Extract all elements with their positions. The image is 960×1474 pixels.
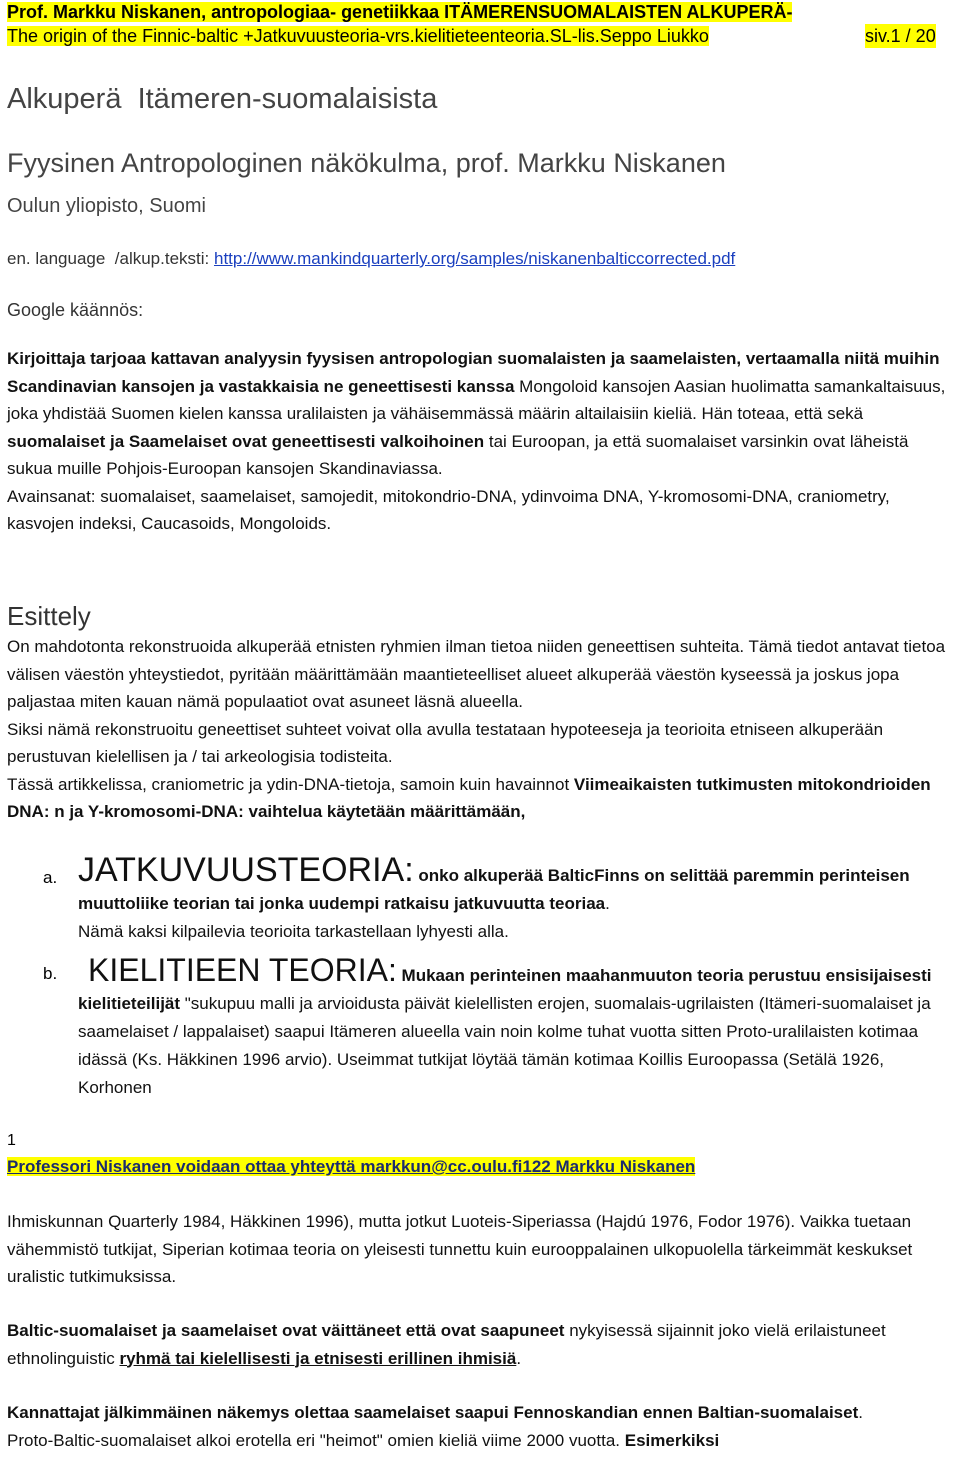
source-pdf-link[interactable]: http://www.mankindquarterly.org/samples/niskanenbalticcorrected.pdf — [213, 249, 736, 268]
source-link-line — [7, 247, 952, 271]
abstract — [7, 345, 952, 538]
page-number: siv.1 / 20 — [865, 26, 936, 46]
supporters-bold: Kannattajat jälkimmäinen näkemys olettaa saamelaiset saapui Fennoskandian ennen Baltian-suomalaiset — [7, 1403, 859, 1422]
affiliation: Oulun yliopisto, Suomi — [7, 195, 206, 217]
footnote-text[interactable]: Professori Niskanen voidaan ottaa yhteyttä markkun@cc.oulu.fi122 Markku Niskanen — [7, 1157, 696, 1176]
list-item-body — [78, 950, 952, 1102]
list-item-label: a. — [43, 868, 58, 887]
abstract-bold-2: Hän toteaa, että sekä — [696, 404, 864, 423]
list-item-note: Nämä kaksi kilpailevia teorioita tarkastellaan lyhyesti alla. — [78, 922, 509, 941]
section-heading: Esittely — [7, 601, 91, 631]
header-title: Prof. Markku Niskanen, antropologiaa- genetiikkaa ITÄMERENSUOMALAISTEN ALKUPERÄ- — [7, 2, 793, 22]
paragraph-2: Siksi nämä rekonstruoitu geneettiset suhteet voivat olla avulla testataan hypoteeseja ja teorioita etniseen alkuperään perustuvan kielellisen ja / tai arkeologisia todisteita. — [7, 719, 884, 766]
subtitle: Fyysinen Antropologinen näkökulma, prof. Markku Niskanen — [7, 148, 726, 178]
header-subtitle: The origin of the Finnic-baltic +Jatkuvuusteoria-vrs.kielitieteenteoria.SL-lis.Seppo Liukko — [7, 26, 709, 46]
supporters-end: . — [858, 1403, 863, 1422]
keywords: Avainsanat: suomalaiset, saamelaiset, samojedit, mitokondrio-DNA, ydinvoima DNA, Y-kromosomi-DNA, craniometry, kasvojen indeksi, Caucasoids, Mongoloids. — [7, 486, 890, 533]
baltic-bold-underlined: ryhmä tai kielellisesti ja etnisesti erillinen ihmisiä — [119, 1348, 517, 1368]
list-item-label: b. — [43, 964, 58, 983]
list-item-bold: onko alkuperää BalticFinns on selittää paremmin perinteisen muuttoliike teorian tai jonka uudempi ratkaisu jatkuvuutta teoriaa — [78, 866, 910, 913]
paragraph-3-bold: Viimeaikaisten tutkimusten mitokondrioiden DNA: n ja Y-kromosomi-DNA: vaihtelua käytetään määrittämään — [7, 774, 931, 821]
paragraph-3 — [7, 771, 952, 826]
list-item-text: . — [605, 894, 610, 913]
list-item-heading: JATKUVUUSTEORIA: — [78, 851, 414, 889]
supporters-paragraph — [7, 1399, 952, 1454]
abstract-bold-1: Kirjoittaja tarjoaa kattavan analyysin fyysisen antropologian suomalaisten ja saamelaisten, vertaamalla niitä muihin Scandinavian kansojen ja vastakkaisia ne geneettisesti kanssa — [7, 349, 940, 396]
header-line-1 — [7, 0, 952, 24]
link-prefix: en. language /alkup.teksti: — [7, 249, 214, 268]
header-line-2 — [7, 24, 952, 48]
list-item-bold: Mukaan perinteinen maahanmuuton teoria perustuu ensisijaisesti kielitieteilijät — [78, 966, 932, 1013]
baltic-text: nykyisessä sijainnit joko vielä erilaistuneet ethnolinguistic — [7, 1321, 886, 1368]
paragraph-3-text: Tässä artikkelissa, craniometric ja ydin-DNA-tietoja, samoin kuin havainnot — [7, 774, 574, 794]
document-header — [7, 0, 952, 48]
paragraph-3-end: , — [520, 802, 526, 821]
baltic-paragraph — [7, 1317, 952, 1372]
supporters-text: Proto-Baltic-suomalaiset alkoi erotella eri "heimot" omien kieliä viime 2000 vuotta. — [7, 1430, 625, 1450]
supporters-line-2 — [7, 1427, 952, 1455]
supporters-example: Esimerkiksi — [624, 1430, 720, 1450]
footnote-number: 1 — [7, 1132, 16, 1149]
list-item-body — [78, 850, 952, 946]
google-translation-label: Google käännös: — [7, 300, 144, 320]
abstract-text-2: tai Euroopan, ja että suomalaiset varsinkin ovat läheistä sukua muille Pohjois-Euroopan kansojen Skandinaviassa. — [7, 431, 909, 478]
baltic-end: . — [516, 1348, 522, 1368]
abstract-bold-3: suomalaiset ja Saamelaiset ovat geneettisesti valkoihoinen — [7, 431, 485, 451]
continuation-paragraph: Ihmiskunnan Quarterly 1984, Häkkinen 1996), mutta jotkut Luoteis-Siperiassa (Hajdú 1976, Fodor 1976). Vaikka tuetaan vähemmistö tutkijat, Siperian kotimaa teoria on yleisesti tunnettu kuin eurooppalainen ulkopuolella tärkeimmät keskukset uralistic tutkimuksissa. — [7, 1212, 913, 1286]
footnote — [7, 1155, 952, 1179]
list-item — [7, 950, 952, 1102]
list-item-text: "sukupuu malli ja arvioidusta päivät kielellisten erojen, suomalais-ugrilaisten (Itämeri-suomalaiset ja saamelaiset / lappalaiset) saapui Itämeren alueella vain noin kolme tuhat vuotta sitten Proto-uralilaisten kotimaa idässä (Ks. Häkkinen 1996 arvio). Useimmat tutkijat löytää tämän kotimaa Koillis Euroopassa (Setälä 1926, Korhonen — [78, 994, 931, 1097]
abstract-text-1: Mongoloid kansojen Aasian huolimatta samankaltaisuus, joka yhdistää Suomen kielen kanssa uralilaisten ja vähäisemmässä määrin altailaisiin kieliä. — [7, 376, 946, 423]
list-item — [7, 850, 952, 946]
paragraph-1: On mahdotonta rekonstruoida alkuperää etnisten ryhmien ilman tietoa niiden geneettisen suhteita. Tämä tiedot antavat tietoa välisen väestön yhteystiedot, pyritään määrittämään maantieteelliset alueet alkuperää väestön kyseessä ja joskus jopa paljastaa miten kauan nämä populaatiot ovat asuneet läsnä alueella. — [7, 637, 946, 711]
baltic-bold: Baltic-suomalaiset ja saamelaiset ovat väittäneet että ovat saapuneet — [7, 1321, 565, 1340]
section-body — [7, 633, 952, 826]
page-title: Alkuperä Itämeren-suomalaisista — [7, 83, 438, 115]
list-item-heading: KIELITIEEN TEORIA: — [88, 952, 397, 988]
